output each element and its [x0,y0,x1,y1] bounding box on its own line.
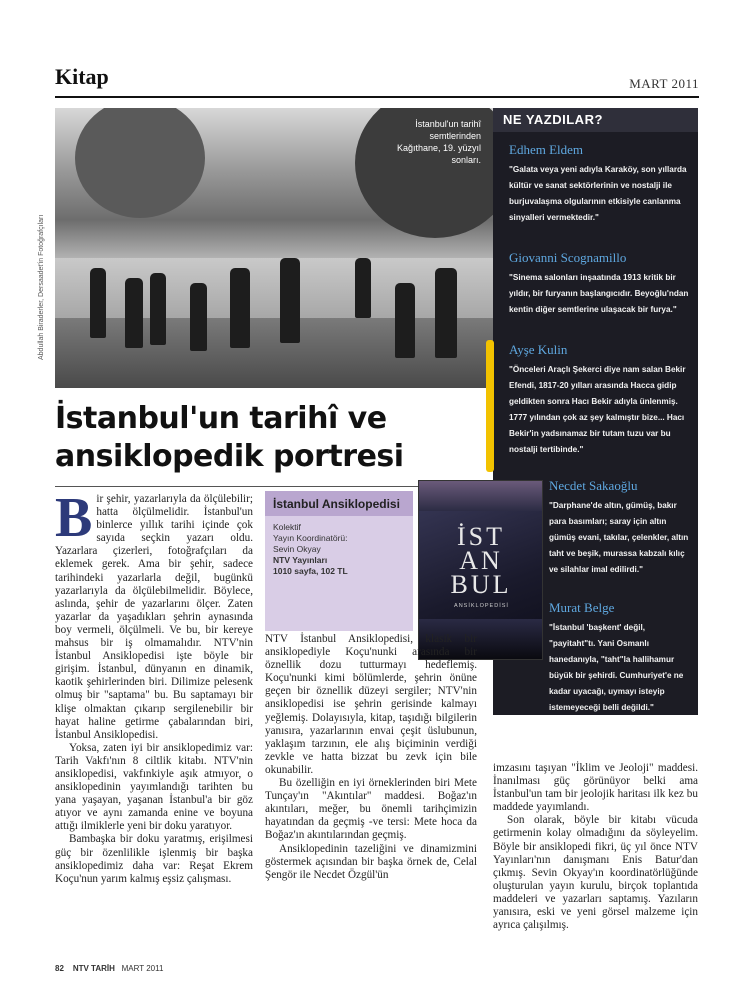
footer-date: MART 2011 [121,964,164,973]
cover-subtitle: ANSİKLOPEDİSİ [454,603,509,609]
quote-item [509,142,689,226]
book-coordinator: Sevin Okyay [273,544,321,554]
photo-caption: İstanbul'un tarihî semtlerinden Kağıthane, 19. yüzyıl sonları. [396,119,481,165]
page-footer [55,964,163,973]
quote-text: "Sinema salonları inşaatında 1913 kritik bir yıldır, bir furyanın başlangıcıdır. Beyoğlu'ndan kentin diğer semtlerine ulaşacak bir furya." [509,273,689,314]
paragraph: imzasını taşıyan "İklim ve Jeoloji" maddesi. İnanılması güç görünüyor belki ama İstanbul'un tam bir jeolojik haritası ilk kez bu maddede yayımlandı. [493,762,698,814]
book-meta [265,516,413,583]
paragraph: Yoksa, zaten iyi bir ansiklopedimiz var: Tarih Vakfı'nın 8 ciltlik kitabı. NTV'nin ansiklopedisi, vakfınkiyle aşık atmıyor, o ansiklopedinin yayımlandığı tarihten bu yana yaşayan, yaşanan İstanbul'a bir göz atıyor ve aynı zamanda enine ve boyuna attığı ilmiklerle yeni bir doku yaratıyor. [55,741,253,833]
quote-author: Giovanni Scognamillo [509,250,627,265]
book-title: İstanbul Ansiklopedisi [265,491,413,516]
paragraph: Bambaşka bir doku yaratmış, erişilmesi güç bir özenlilikle işlenmiş bir başka ansiklopedimiz daha var: Reşat Ekrem Koçu'nun yarım kalmış eşsiz çalışması. [55,833,253,885]
historic-photo [55,108,493,388]
book-info-box [265,491,413,631]
photo-figure [395,283,415,358]
body-column-2 [265,633,477,943]
photo-tree-left [75,108,205,218]
photo-figure [230,268,250,348]
issue-date: MART 2011 [629,76,699,91]
quote-item [549,600,691,716]
quote-text: "Galata veya yeni adıyla Karaköy, son yıllarda kültür ve sanat sektörlerinin ve nostalji ile burjuvalaşma olgularının etkisiyle canlanma sinyalleri vermektedir." [509,165,687,222]
page-number: 82 [55,964,64,973]
paragraph: NTV İstanbul Ansiklopedisi, klasik bir ansiklopediyle Koçu'nunki arasında bir öznellik dozu tutturmayı hedeflemiş. Koçu'nunki kimi bölümlerde, şehrin önüne geçen bir öznellik düzeyi sergiler; NTV'nin ansiklopedisi ise şehrin gerisinde kalmayı yeğlemiş. Dolayısıyla, kitap, taşıdığı bilgilerin yanısıra, yazarlarının envai çeşit üslubunun, yaklaşım tarzının, ele alış biçiminin verdiği zevkle ve hatta bizzat bu zevk için bile okunabilir. [265,633,477,776]
paragraph-text: ir şehir, yazarlarıyla da ölçülebilir; hatta ölçülmelidir. İstanbul'un binlerce yıllık tarihi içinde çok sayıda seçkin yazarı oldu. Yazarlara çizerleri, fotoğrafçıları da eklemek gerek. Ama bir şehir, sadece tarihindeki yazarlarla değil, bugünkü yazarlarıyla da ölçülebilmelidir. Böylece, aslında, şehir de yazarlarını ölçer. Zaten yazarlar da yaşadıkları şehrin aynasında boy vermeli, ölçülmeli. Ve bu, bir kereye mahsus bir iş olmamalıdır. NTV'nin İstanbul Ansiklopedisi işte böyle bir girişim. İstanbul, dünyanın en dinamik, kaotik şehirlerinden biri. Dilimize pelesenk olmuş bir "saptama" bu. Bu saptamayı bir klişe olmaktan çıkarıp sergilenebilir bir hayat haline getirme çabalarından biri, İstanbul Ansiklopedisi. [55,493,253,741]
quote-text: "Darphane'de altın, gümüş, bakır para basımları; saray için altın gümüş evani, takılar, çelenkler, altın taht ve beşik, murassa kabzalı kılıç ve silahlar imal edilirdi." [549,501,689,574]
book-coordinator-label: Yayın Koordinatörü: [273,533,348,543]
yellow-accent-bar [486,340,494,472]
photo-figure [435,268,457,358]
quote-author: Necdet Sakaoğlu [549,478,638,493]
paragraph [55,487,253,742]
book-publisher: NTV Yayınları [273,555,328,565]
photo-figure [355,258,371,318]
quote-item [509,250,689,318]
quote-item [509,342,689,458]
book-author: Kolektif [273,522,301,532]
photo-figure [90,268,106,338]
paragraph: Son olarak, böyle bir kitabı vücuda getirmenin kolay olmadığını da söyleyelim. Böyle bir ansiklopedi fikri, üç yıl önce NTV Yayınları'nın danışmanı Enis Batur'dan çıkmış. Sevin Okyay'ın koordinatörlüğünde oluşturulan yayın kurulu, birçok toplantıda maddeleri ve yazarları saptamış. Yazıların yanısıra, eski ve yeni görsel malzeme için ayrıca çalışılmış. [493,814,698,932]
header-rule [55,96,699,98]
quote-author: Ayşe Kulin [509,342,568,357]
photo-figure [280,258,300,343]
paragraph: Ansiklopedinin tazeliğini ve dinamizmini göstermek açısından bir başka örnek de, Celal Şengör ile Necdet Özgül'ün [265,842,477,881]
photo-credit: Abdullah Biraderler, Dersaadet'in Fotoğrafçıları [38,214,45,360]
quote-item [549,478,691,578]
photo-bank [55,318,493,388]
headline-rule [55,486,475,487]
cover-title: İST AN BUL [450,522,512,599]
magazine-name: NTV TARİH [72,964,115,973]
book-info: 1010 sayfa, 102 TL [273,566,348,576]
photo-figure [125,278,143,348]
photo-figure [190,283,207,351]
quote-text: "İstanbul 'başkent' değil, "payitaht"tı. Yani Osmanlı hanedanıyla, "taht"la hallihamur büyük bir şehirdi. Cumhuriyet'e ne kadar uyacağı, uymayı isteyip istemeyeceği belli değildi." [549,623,684,712]
body-column-3 [493,762,698,942]
photo-figure [150,273,166,345]
article-headline: İstanbul'un tarihî ve ansiklopedik portresi [55,401,404,474]
quote-text: "Önceleri Araçlı Şekerci diye nam salan Bekir Efendi, 1817-20 yılları arasında Hacca gidip geldikten sonra Hacı Bekir adıyla ünlenmiş. 1777 yılından çok az şey kalmıştır bize... Hacı Bekir'in yadsınamaz bir tutam tuzu var bu nostalji tertibinde." [509,365,686,454]
sidebar-title: NE YAZDILAR? [493,108,698,132]
quote-author: Edhem Eldem [509,142,584,157]
cover-photo [419,481,542,511]
paragraph: Bu özelliğin en iyi örneklerinden biri Mete Tunçay'ın "Akıntılar" maddesi. Boğaz'ın akıntıları, meğer, bu önemli tarihçimizin hayatından da geçmiş -ve tersi: Mete hoca da Boğaz'ın akıntılarından geçmiş. [265,777,477,842]
body-column-1 [55,487,253,943]
section-title: Kitap [55,64,109,89]
quote-author: Murat Belge [549,600,615,615]
drop-cap: B [55,487,93,549]
